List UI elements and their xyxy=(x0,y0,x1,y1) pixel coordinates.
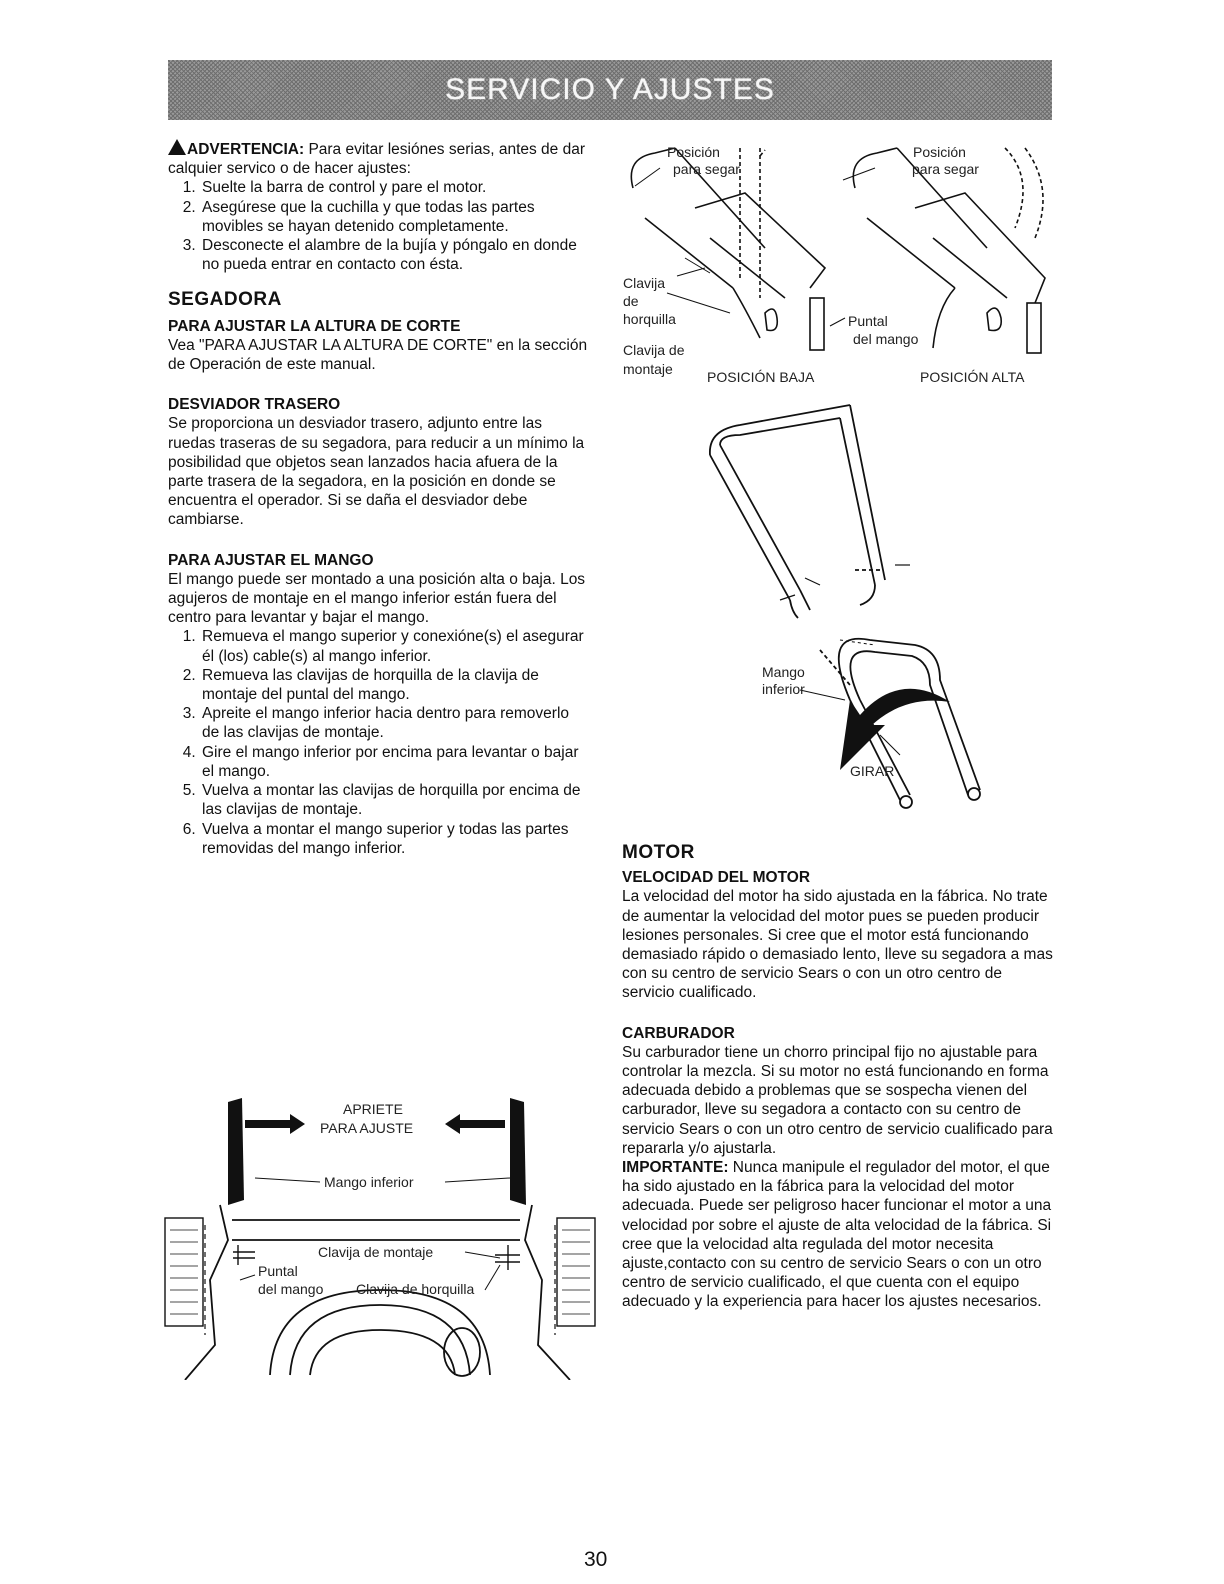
label-mango: Mango xyxy=(762,664,805,680)
list-item: 5. Vuelva a montar las clavijas de horquilla por encima de las clavijas de montaje. xyxy=(200,781,588,819)
label-para-segar-1: para segar xyxy=(673,161,740,177)
motor-heading: MOTOR xyxy=(622,842,695,863)
list-item: 6. Vuelva a montar el mango superior y todas las partes removidas del mango inferior. xyxy=(200,820,588,858)
mango-text: El mango puede ser montado a una posición alta o baja. Los agujeros de montaje en el mango inferior están fuera del centro para levantar y bajar el mango. xyxy=(168,570,586,627)
label-posicion-alta: POSICIÓN ALTA xyxy=(920,369,1025,385)
segadora-heading: SEGADORA xyxy=(168,289,282,311)
arrow-left-icon xyxy=(445,1114,505,1134)
label-inferior: inferior xyxy=(762,681,805,697)
label-montaje: montaje xyxy=(623,361,673,377)
list-item: 1. Suelte la barra de control y pare el motor. xyxy=(200,178,588,197)
importante-label: IMPORTANTE: xyxy=(622,1159,729,1177)
label-girar: GIRAR xyxy=(850,763,895,779)
warning-icon xyxy=(168,139,186,155)
velocidad-text: La velocidad del motor ha sido ajustada en la fábrica. No trate de aumentar la velocidad del motor pues se pueden producir lesiones personales. Si cree que el motor está funcionando demasiado rápido o demasiado lento, lleve su segadora a mas con su centro de servicio Sears o con un otro centro de servicio cualificado. xyxy=(622,888,1053,1002)
label-puntal: Puntal xyxy=(258,1263,298,1279)
rotate-arrow-icon xyxy=(840,689,950,770)
label-clavija-montaje: Clavija de montaje xyxy=(318,1244,434,1260)
right-column xyxy=(622,843,1054,1312)
list-item: 2. Remueva las clavijas de horquilla de la clavija de montaje del puntal del mango. xyxy=(200,666,588,704)
label-mango-inferior: Mango inferior xyxy=(324,1174,414,1190)
carburador-heading: CARBURADOR xyxy=(622,1024,735,1042)
label-de: de xyxy=(623,293,639,309)
handle-positions-figure xyxy=(615,138,1055,390)
mango-steps xyxy=(168,627,588,857)
section-banner xyxy=(168,60,1052,120)
squeeze-handle-figure xyxy=(160,1090,600,1380)
list-item: 2. Asegúrese que la cuchilla y que todas las partes movibles se hayan detenido completamente. xyxy=(200,198,588,236)
label-clavija-horquilla: Clavija de horquilla xyxy=(356,1281,475,1297)
warning-text: Para evitar lesiónes serias, antes de dar calquier servico o de hacer ajustes: xyxy=(168,141,586,178)
label-puntal: Puntal xyxy=(848,313,888,329)
label-clavija: Clavija xyxy=(623,275,666,291)
left-column xyxy=(168,138,588,858)
label-para-ajuste: PARA AJUSTE xyxy=(320,1120,414,1136)
list-item: 3. Apreite el mango inferior hacia dentro para removerlo de las clavijas de montaje. xyxy=(200,704,588,742)
desviador-heading: DESVIADOR TRASERO xyxy=(168,396,341,414)
label-posicion-2: Posición xyxy=(913,144,966,160)
warning-steps xyxy=(168,178,588,274)
altura-text: Vea "PARA AJUSTAR LA ALTURA DE CORTE" en la sección de Operación de este manual. xyxy=(168,336,588,374)
velocidad-heading: VELOCIDAD DEL MOTOR xyxy=(622,869,811,887)
altura-heading: PARA AJUSTAR LA ALTURA DE CORTE xyxy=(168,317,461,335)
page-number: 30 xyxy=(584,1548,608,1571)
list-item: 3. Desconecte el alambre de la bujía y póngalo en donde no pueda entrar en contacto con ésta. xyxy=(200,236,588,274)
label-del-mango: del mango xyxy=(853,331,919,347)
desviador-text: Se proporciona un desviador trasero, adjunto entre las ruedas traseras de su segadora, para reducir a un mínimo la posibilidad que objetos sean lanzados hacia afuera de la parte trasera de la segadora, en la posición en donde se encuentra el operador. Si se daña el desviador debe cambiarse. xyxy=(168,415,585,529)
label-posicion-baja: POSICIÓN BAJA xyxy=(707,369,815,385)
list-item: 1. Remueva el mango superior y conexióne(s) el asegurar él (los) cable(s) al mango inferior. xyxy=(200,627,588,665)
carburador-text: Su carburador tiene un chorro principal fijo no ajustable para controlar la mezcla. Si su motor no está funcionando en forma adecuada debido a problemas que se sospecha vienen del carburador, lleve su segadora a contacto con su centro de servicio Sears o con un otro centro de servicio cualificado para repararla y/o ajustarla. xyxy=(622,1043,1053,1157)
label-horquilla: horquilla xyxy=(623,311,676,327)
label-posicion-1: Posición xyxy=(667,144,720,160)
arrow-right-icon xyxy=(245,1114,305,1134)
label-clavija-de: Clavija de xyxy=(623,342,685,358)
label-del-mango: del mango xyxy=(258,1281,324,1297)
rotate-handle-figure xyxy=(700,400,1000,840)
mango-heading: PARA AJUSTAR EL MANGO xyxy=(168,551,374,569)
label-para-segar-2: para segar xyxy=(912,161,979,177)
label-apriete: APRIETE xyxy=(343,1101,403,1117)
importante-text: Nunca manipule el regulador del motor, el que ha sido ajustado en la fábrica para la velocidad del motor adecuada. Puede ser peligroso hacer funcionar el motor a una velocidad por sobre el ajuste de alta velocidad de la fábrica. Si cree que la velocidad alta regulada del motor necesita ajuste,contacto con su centro de servicio Sears o con un otro centro de servicio cualificado, el que cuenta con el equipo adecuado y la experiencia para hacer los ajustes necesarios. xyxy=(622,1159,1052,1311)
importante-paragraph xyxy=(622,1158,1054,1312)
warning-label: ADVERTENCIA: xyxy=(187,141,305,158)
warning-paragraph xyxy=(168,138,588,178)
list-item: 4. Gire el mango inferior por encima para levantar o bajar el mango. xyxy=(200,743,588,781)
banner-title: SERVICIO Y AJUSTES xyxy=(445,73,775,106)
